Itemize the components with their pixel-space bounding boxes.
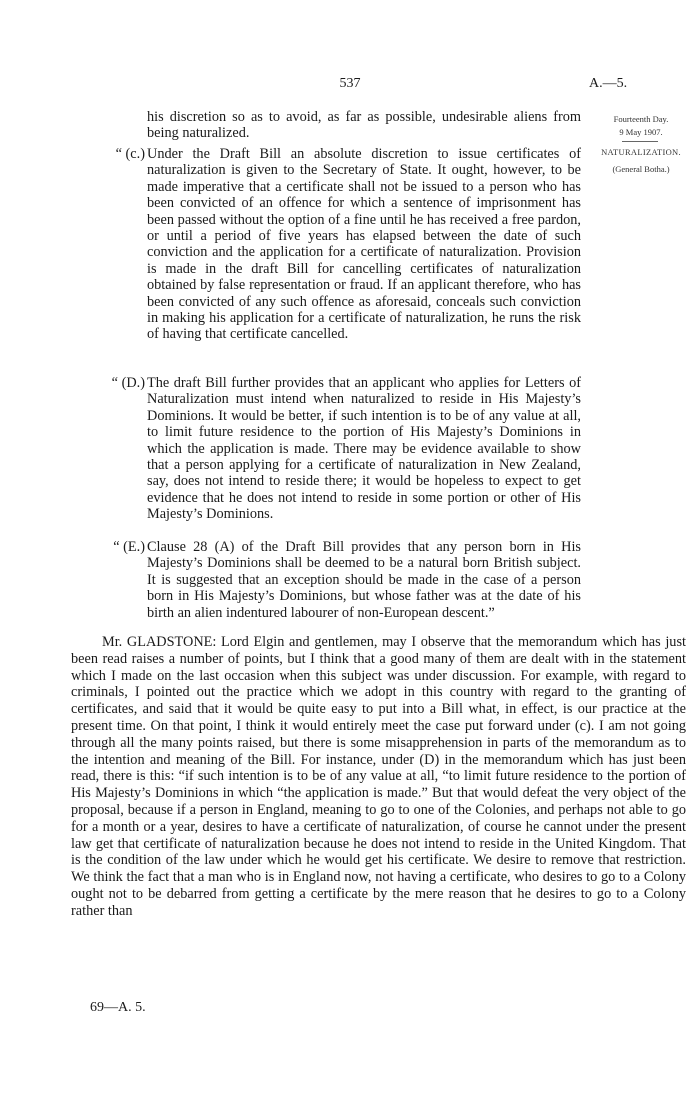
clause-c-text: Under the Draft Bill an absolute discretion to issue certificates of naturalization is given to the Secretary of State. It ought, however, to be made imperative that a certificate shall not be issued to a person who has been convicted of an offence for which a sentence of imprisonment has been passed without the option of a fine until he has received a free pardon, or until a period of five years has elapsed between the date of such conviction and the application for a certificate of naturalization. Provision is made in the draft Bill for cancelling certificates of naturalization obtained by false representation or fraud. If an applicant therefore, who has been convicted of any such offence as aforesaid, conceals such conviction in making his application for a certificate of naturalization, he runs the risk of having that certificate cancelled. (147, 146, 581, 343)
gladstone-speech: Mr. GLADSTONE: Lord Elgin and gentlemen, may I observe that the memorandum which has just been read raises a number of points, but I think that a good many of them are dealt with in the statement which I made on the last occasion when this subject was under discussion. For example, with regard to criminals, I pointed out the practice which we adopt in this country with regard to the granting of certificates, and said that it would be quite easy to put into a Bill what, in effect, is our practice at the present time. On that point, I think it would entirely meet the case put forward under (c). I am not going through all the many points raised, but there is some misapprehension in parts of the memorandum as to the intention and meaning of the Bill. For instance, under (D) in the memorandum which has just been read, there is this: “if such intention is to be of any value at all, “to limit future residence to the portion of His Majesty’s Dominions in which “the application is made.” But that would defeat the very object of the proposal, because if a person in England, meaning to go to one of the Colonies, and perhaps not able to go for a month or a year, desires to have a certificate of naturalization, of course he cannot under the present law get that certificate of naturalization because he does not intend to reside in the United Kingdom. That is the condition of the law under which he would get his certificate. We desire to remove that restriction. We think the fact that a man who is in England now, not having a certificate, who desires to go to a Colony ought not to be debarred from getting a certificate by the mere reason that he desires to go to a Colony rather than (71, 634, 686, 919)
paper-reference: A.—5. (589, 76, 628, 91)
signature-mark: 69—A. 5. (90, 1000, 146, 1015)
clause-d-label: “ (D.) (111, 375, 145, 391)
quote-clause-e (113, 539, 581, 621)
margin-note-day: Fourteenth Day. (613, 114, 669, 124)
margin-divider (622, 141, 658, 142)
clause-e-label: “ (E.) (113, 539, 145, 555)
clause-c-label: “ (c.) (115, 146, 145, 162)
quote-continuation (147, 109, 581, 142)
margin-note-speaker: (General Botha.) (612, 164, 670, 174)
clause-e-text: Clause 28 (A) of the Draft Bill provides that any person born in His Majesty’s Dominions shall be deemed to be a natural born British subject. It is suggested that an exception should be made in the case of a person born in His Majesty’s Dominions, but whose father was at the date of his birth an alien indentured labourer of non-European descent.” (147, 539, 581, 621)
quote-clause-d (111, 375, 581, 523)
margin-note-topic: NATURALIZATION. (601, 147, 681, 157)
page-number: 537 (339, 76, 361, 91)
margin-note-date: 9 May 1907. (619, 127, 663, 137)
clause-d-text: The draft Bill further provides that an applicant who applies for Letters of Naturalization must intend when naturalized to reside in His Majesty’s Dominions. It would be better, if such intention is to be of any value at all, to limit future residence to the portion of His Majesty’s Dominions in which the application is made. There may be evidence available to show that a person applying for a certificate of naturalization in New Zealand, say, does not intend to reside there; it would be hopeless to expect to get evidence that he does not intend to reside in some portion or other of His Majesty’s Dominions. (147, 375, 581, 523)
quote-continuation-text: his discretion so as to avoid, as far as possible, undesirable aliens from being naturalized. (147, 109, 581, 142)
quote-clause-c (115, 146, 581, 343)
